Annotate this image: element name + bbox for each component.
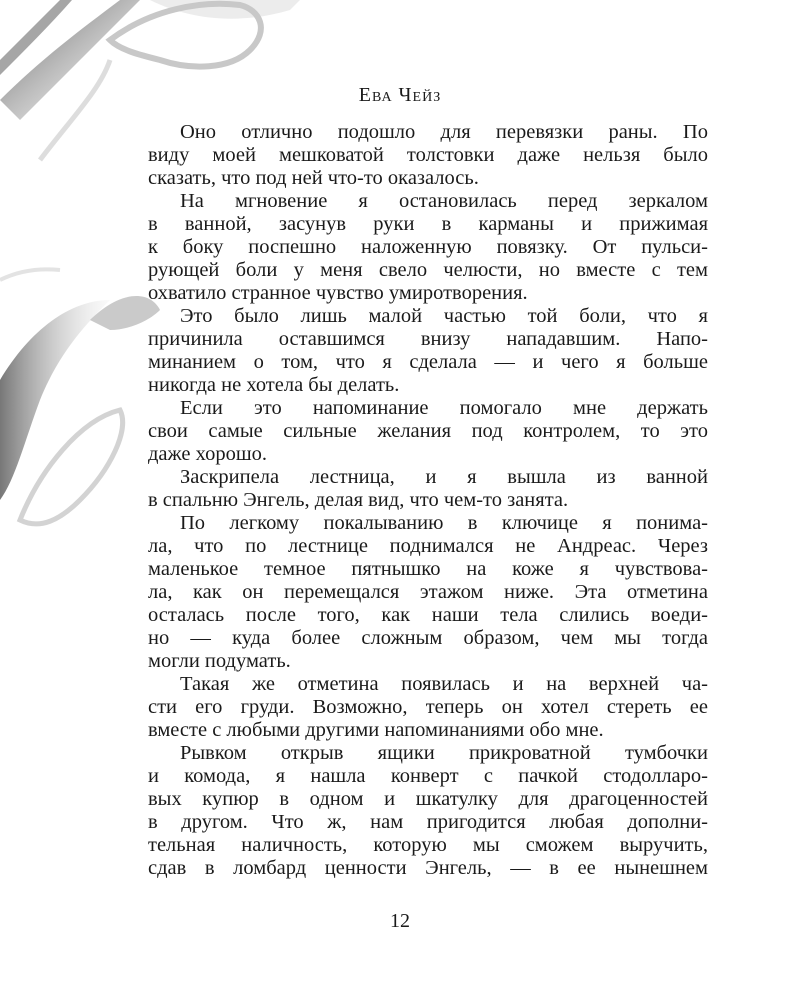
text-line: никогда не хотела бы делать. — [148, 374, 400, 396]
text-line: вместе с любыми другими напоминаниями обо мне. — [148, 719, 604, 741]
text-line: свои самые сильные желания под контролем, то это — [148, 420, 708, 442]
text-line: По легкому покалыванию в ключице я понима- — [180, 512, 708, 534]
text-line: тельная наличность, которую мы сможем выручить, — [148, 834, 708, 856]
paragraph — [148, 742, 708, 880]
text-line: причинила оставшимся внизу нападавшим. Напо- — [148, 328, 708, 350]
text-line: охватило странное чувство умиротворения. — [148, 282, 528, 304]
text-line: сдав в ломбард ценности Энгель, — в ее нынешнем — [148, 857, 708, 879]
paragraph — [148, 190, 708, 305]
paragraph — [148, 397, 708, 466]
text-line: в спальню Энгель, делая вид, что чем-то занята. — [148, 489, 569, 511]
text-line: в ванной, засунув руки в карманы и прижимая — [148, 213, 708, 235]
text-line: рующей боли у меня свело челюсти, но вместе с тем — [148, 259, 708, 281]
text-line: маленькое темное пятнышко на коже я чувствова- — [148, 558, 708, 580]
paragraph — [148, 121, 708, 190]
text-line: виду моей мешковатой толстовки даже нельзя было — [148, 144, 708, 166]
running-head-title: Ева Чейз — [358, 84, 442, 106]
text-line: и комода, я нашла конверт с пачкой стодолларо- — [148, 765, 708, 787]
text-line: Оно отлично подошло для перевязки раны. По — [180, 121, 708, 143]
text-line: сти его груди. Возможно, теперь он хотел стереть ее — [148, 696, 708, 718]
text-line: даже хорошо. — [148, 443, 268, 465]
text-line: Заскрипела лестница, и я вышла из ванной — [180, 466, 708, 488]
body-text — [148, 121, 708, 880]
text-line: Это было лишь малой частью той боли, что я — [180, 305, 708, 327]
text-line: ла, как он перемещался этажом ниже. Эта отметина — [148, 581, 708, 603]
text-line: ла, что по лестнице поднимался не Андреас. Через — [148, 535, 708, 557]
text-line: Если это напоминание помогало мне держать — [180, 397, 708, 419]
text-line: в другом. Что ж, нам пригодится любая дополни- — [148, 811, 708, 833]
text-line: вых купюр в одном и шкатулку для драгоценностей — [148, 788, 708, 810]
text-line: Такая же отметина появилась и на верхней ча- — [180, 673, 708, 695]
text-line: к боку поспешно наложенную повязку. От пульси- — [148, 236, 708, 258]
running-head — [0, 84, 800, 107]
text-line: минанием о том, что я сделала — и чего я больше — [148, 351, 708, 373]
text-line: сказать, что под ней что-то оказалось. — [148, 167, 479, 189]
paragraph — [148, 673, 708, 742]
text-line: Рывком открыв ящики прикроватной тумбочки — [180, 742, 708, 764]
text-line: но — куда более сложным образом, чем мы тогда — [148, 627, 708, 649]
paragraph — [148, 305, 708, 397]
text-line: могли подумать. — [148, 650, 291, 672]
paragraph — [148, 512, 708, 673]
text-line: осталась после того, как наши тела слились воеди- — [148, 604, 708, 626]
text-line: На мгновение я остановилась перед зеркалом — [180, 190, 708, 212]
paragraph — [148, 466, 708, 512]
page-number: 12 — [390, 910, 410, 932]
